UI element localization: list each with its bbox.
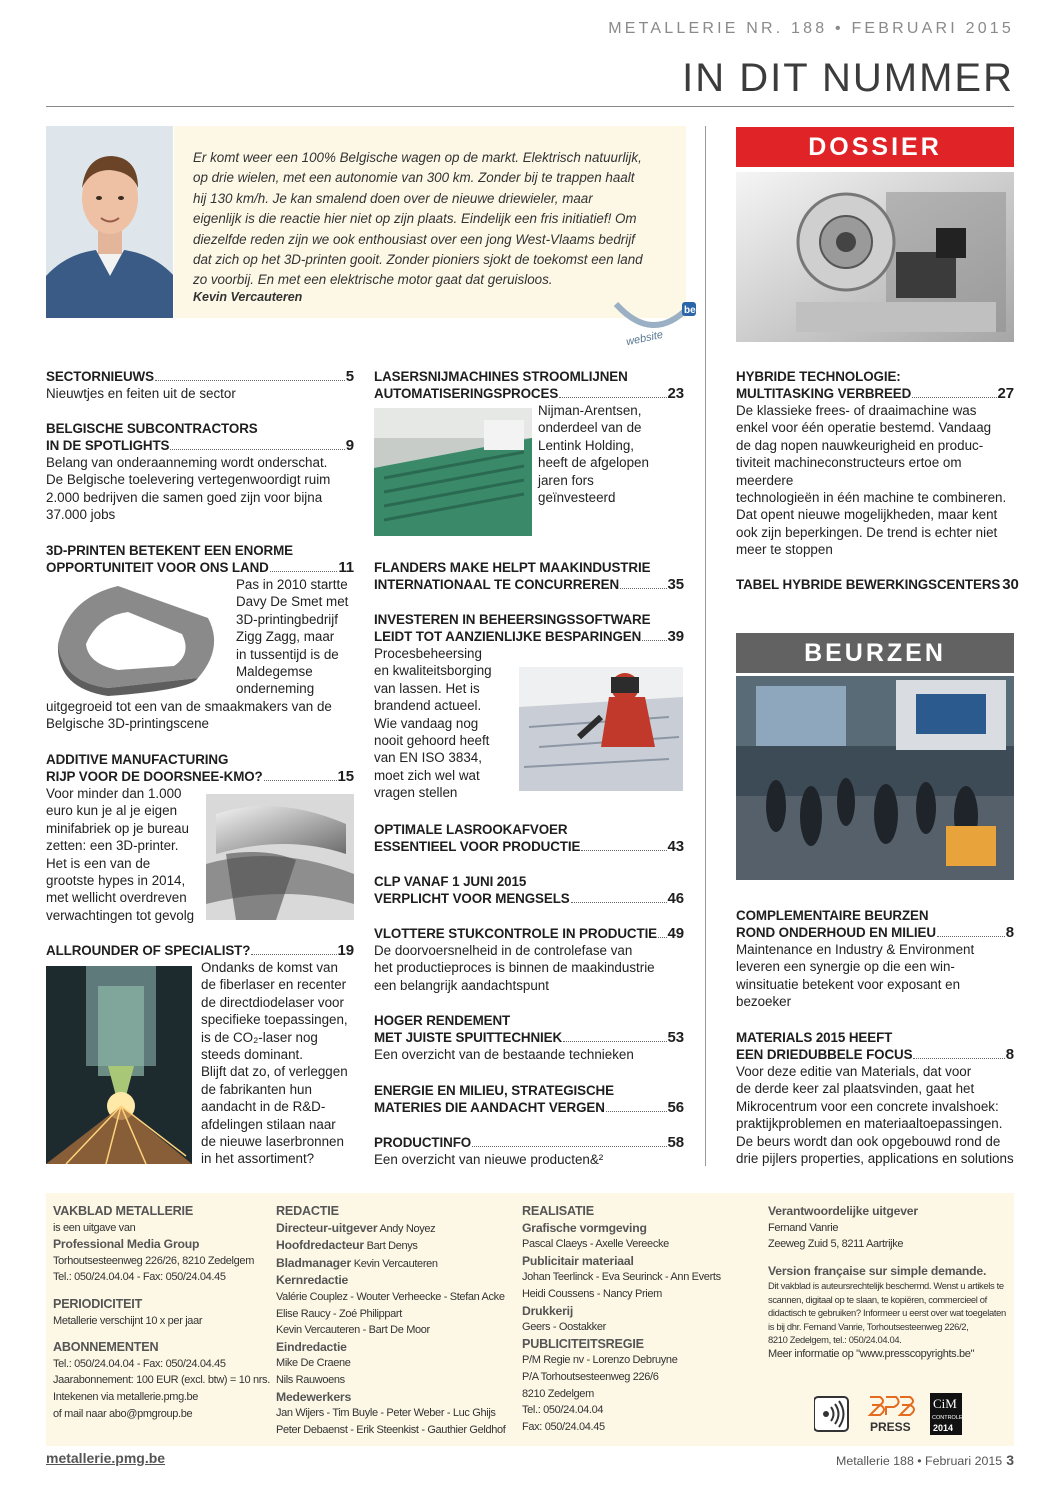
colofon-redactie xyxy=(276,1203,516,1438)
colofon-line: Kevin Vercauteren - Bart De Moor xyxy=(276,1324,430,1337)
colofon-line: Elise Raucy - Zoé Philippart xyxy=(276,1307,402,1320)
toc-entry-subcontractors[interactable]: BELGISCHE SUBCONTRACTORS IN DE SPOTLIGHTS 9 Belang van onderaanneming wordt onderschat. De Belgische toelevering vertegenwoordigt ruim 2.000 bedrijven die samen goed zijn voor bijna 37.000 jobs xyxy=(46,421,354,523)
colofon-uitgever xyxy=(768,1203,1008,1363)
website-link[interactable]: metallerie.pmg.be xyxy=(46,1450,166,1466)
colofon-line: Drukkerij xyxy=(522,1303,574,1318)
page-number: 46 xyxy=(667,890,684,907)
colofon-line: 8210 Zedelgem xyxy=(522,1387,594,1400)
toc-entry-complementaire-beurzen[interactable]: COMPLEMENTAIRE BEURZEN ROND ONDERHOUD EN MILIEU 8 Maintenance en Industry & Environment leveren een synergie op die een win- winsituatie betekent voor exposant en bezoeker xyxy=(736,908,1014,1010)
title-rule xyxy=(46,106,1014,107)
toc-entry-productinfo[interactable]: PRODUCTINFO 58 Een overzicht van nieuwe producten&² xyxy=(374,1134,684,1167)
colofon-line: Dit vakblad is auteursrechtelijk beschermd. Wenst u artikels te xyxy=(768,1280,1004,1292)
colofon-line: Verantwoordelijke uitgever xyxy=(768,1204,918,1218)
colofon-line: Peter Debaenst - Erik Steenkist - Gauthier Geldhof xyxy=(276,1423,506,1436)
colofon-line: ABONNEMENTEN xyxy=(53,1340,159,1355)
colofon-line: Tel.: 050/24.04.04 xyxy=(522,1404,604,1417)
colofon-line: Publicitair materiaal xyxy=(522,1253,634,1268)
colofon-line: Hoofdredacteur Bart Denys xyxy=(276,1238,418,1253)
page-number: 49 xyxy=(667,925,684,942)
website-badge-tag: be xyxy=(684,305,696,316)
colofon-line: Valérie Couplez - Wouter Verheecke - Stefan Acke xyxy=(276,1290,505,1303)
welding-image xyxy=(519,667,683,791)
page-number: 5 xyxy=(345,368,354,385)
colofon-line xyxy=(53,1286,273,1296)
editor-name: Kevin Vercauteren xyxy=(193,290,303,304)
page-title: IN DIT NUMMER xyxy=(682,56,1014,100)
toc-entry-clp[interactable]: CLP VANAF 1 JUNI 2015 VERPLICHT VOOR MENGSELS 46 xyxy=(374,874,684,907)
toc-entry-materials-2015[interactable]: MATERIALS 2015 HEEFT EEN DRIEDUBBELE FOCUS 8 Voor deze editie van Materials, dat voor de derde keer zal plaatsvinden, gaat het Mikrocentrum voor een concrete invalshoek: praktijkproblemen en materiaaltoepassingen. De beurs wordt dan ook opgebouwd rond de drie pijlers properties, applications en solutions xyxy=(736,1030,1014,1167)
toc-entry-additive-manufacturing[interactable]: ADDITIVE MANUFACTURING RIJP VOOR DE DOORSNEE-KMO? 15 Voor minder dan 1.000 euro kun je al je eigen minifabriek op je bureau zetten: een 3D-printer. Het is een van de grootste hypes in 2014, met wellicht overdreven verwachtingen tot gevolg xyxy=(46,752,354,923)
colofon-line: Kernredactie xyxy=(276,1273,349,1288)
website-badge-label: website xyxy=(625,328,665,346)
colofon-line: REDACTIE xyxy=(276,1204,339,1218)
colofon-line: Metallerie verschijnt 10 x per jaar xyxy=(53,1314,203,1327)
page-number: 53 xyxy=(667,1029,684,1046)
dossier-photo xyxy=(736,172,1014,342)
3d-print-part-image xyxy=(48,578,224,698)
column-divider xyxy=(705,126,706,1166)
svg-text:CiM: CiM xyxy=(933,1396,957,1411)
page-number: 43 xyxy=(667,838,684,855)
colofon-line: Jan Wijers - Tim Buyle - Peter Weber - Luc Ghijs xyxy=(276,1407,496,1420)
page-number: 9 xyxy=(345,437,354,454)
cim-logo xyxy=(930,1393,963,1435)
toc-entry-energie-milieu[interactable]: ENERGIE EN MILIEU, STRATEGISCHE MATERIES DIE AANDACHT VERGEN 56 xyxy=(374,1083,684,1116)
colofon-line: Professional Media Group xyxy=(53,1237,200,1252)
colofon-line: P/A Torhoutsesteenweg 226/6 xyxy=(522,1370,659,1383)
toc-entry-tabel-hybride[interactable]: TABEL HYBRIDE BEWERKINGSCENTERS 30 xyxy=(736,576,1019,593)
page-number: 27 xyxy=(997,385,1014,402)
colofon-line: Directeur-uitgever Andy Noyez xyxy=(276,1220,436,1235)
colofon-line: is een uitgave van xyxy=(53,1221,136,1234)
colofon-line: P/M Regie nv - Lorenzo Debruyne xyxy=(522,1354,678,1367)
editorial-text: Er komt weer een 100% Belgische wagen op de markt. Elektrisch natuurlijk, op drie wielen, met een autonomie van 300 km. Zonder bij te trappen haalt hij 130 km/h. Je kan smalend doen over de nieuwe driewieler, maar eigenlijk is die reactie hier niet op zijn plaats. Eindelijk een fris initiatief! Om diezelfde reden zijn we ook enthousiast over een jong West-Vlaams bedrijf dat zich op het 3D-printen gooit. Zonder pioniers sjokt de toekomst een land zo voorbij. En met een elektrische motor gaat dat geruisloos. xyxy=(193,150,643,288)
colofon-line: didactisch te gebruiken? Informeer u eerst over wat toegelaten xyxy=(768,1307,1006,1319)
page-number: 39 xyxy=(667,628,684,645)
colofon-publisher xyxy=(53,1203,273,1422)
footer-logos xyxy=(814,1393,964,1442)
colofon-line: PERIODICITEIT xyxy=(53,1296,143,1311)
colofon-line: is bij dhr. Fernand Vanrie, Torhoutsesteenweg 226/2, xyxy=(768,1320,969,1332)
toc-entry-3d-printen[interactable]: 3D-PRINTEN BETEKENT EEN ENORME OPPORTUNITEIT VOOR ONS LAND 11 Pas in 2010 startte Davy De Smet met 3D-printingbedrijf Zigg Zagg, maar in tussentijd is de Maldegemse onderneming uitgegroeid tot een van de smaakmakers van de Belgische 3D-printingscene xyxy=(46,543,354,732)
beurzen-photo xyxy=(736,676,1014,880)
editorial-box xyxy=(46,126,686,318)
colofon-line: VAKBLAD METALLERIE xyxy=(53,1204,194,1218)
colofon-line: Heidi Coussens - Nancy Priem xyxy=(522,1287,662,1300)
bpb-press-logo xyxy=(870,1397,914,1434)
toc-entry-spuittechniek[interactable]: HOGER RENDEMENT MET JUISTE SPUITTECHNIEK 53 Een overzicht van de bestaande technieken xyxy=(374,1013,684,1062)
toc-entry-sectornieuws[interactable]: SECTORNIEUWS 5 Nieuwtjes en feiten uit de sector xyxy=(46,368,354,401)
colofon-line: Eindredactie xyxy=(276,1339,347,1354)
colofon-line xyxy=(53,1329,273,1339)
page-number: 19 xyxy=(337,942,354,959)
colofon-line: REALISATIE xyxy=(522,1204,594,1218)
colofon-line: Grafische vormgeving xyxy=(522,1220,647,1235)
page-number: 11 xyxy=(338,559,354,576)
colofon-line: scannen, digitaal op te slaan, te kopiëren, commercieel of xyxy=(768,1293,987,1305)
website-badge[interactable] xyxy=(612,300,696,346)
editor-photo xyxy=(46,126,174,318)
colofon-line: Fax: 050/24.04.45 xyxy=(522,1420,605,1433)
page-number: 8 xyxy=(1005,1046,1014,1063)
colofon-line: Tel.: 050/24.04.04 - Fax: 050/24.04.45 xyxy=(53,1271,226,1284)
colofon-line: Geers - Oostakker xyxy=(522,1321,606,1334)
svg-text:2014: 2014 xyxy=(933,1423,954,1433)
toc-entry-flanders-make[interactable]: FLANDERS MAKE HELPT MAAKINDUSTRIE INTERNATIONAAL TE CONCURREREN 35 xyxy=(374,560,684,593)
colofon-line: 8210 Zedelgem, tel.: 050/24.04.04. xyxy=(768,1334,902,1345)
colofon-realisatie xyxy=(522,1203,762,1435)
turbine-blade-image xyxy=(206,794,354,920)
toc-entry-hybride-technologie[interactable]: HYBRIDE TECHNOLOGIE: MULTITASKING VERBREED 27 De klassieke frees- of draaimachine was enkel voor één operatie bestemd. Vandaag de dag nopen nauwkeurigheid en produc- tiviteit machineconstructeurs ertoe om meerdere technologieën in één machine te combineren. Dat opent nieuwe mogelijkheden, maar kent ook zijn beperkingen. De trend is echter niet meer te stoppen xyxy=(736,369,1014,558)
colofon-line: Meer informatie op "www.presscopyrights.be" xyxy=(768,1348,975,1361)
page-number: 58 xyxy=(667,1134,684,1151)
svg-text:CONTROLE: CONTROLE xyxy=(932,1415,963,1421)
colofon-line: Pascal Claeys - Axelle Vereecke xyxy=(522,1238,669,1251)
toc-entry-lasrookafvoer[interactable]: OPTIMALE LASROOKAFVOER ESSENTIEEL VOOR PRODUCTIE 43 xyxy=(374,822,684,855)
svg-text:PRESS: PRESS xyxy=(870,1420,911,1434)
page-number-folio: 3 xyxy=(1006,1452,1014,1468)
toc-entry-lasersnijmachines[interactable]: LASERSNIJMACHINES STROOMLIJNEN AUTOMATISERINGSPROCES 23 Nijman-Arentsen, onderdeel van de Lentink Holding, heeft de afgelopen jaren fors geïnvesteerd xyxy=(374,369,684,506)
laser-cutting-image xyxy=(46,966,192,1164)
colofon-line: PUBLICITEITSREGIE xyxy=(522,1336,644,1351)
colofon-line: Zeeweg Zuid 5, 8211 Aartrijke xyxy=(768,1238,904,1251)
colofon-line: Intekenen via metallerie.pmg.be xyxy=(53,1390,199,1403)
page-number: 8 xyxy=(1005,924,1014,941)
toc-entry-beheersingssoftware[interactable]: INVESTEREN IN BEHEERSINGSSOFTWARE LEIDT TOT AANZIENLIJKE BESPARINGEN 39 Procesbeheersing en kwaliteitsborging van lassen. Het is brandend actueel. Wie vandaag nog nooit gehoord heeft van EN ISO 3834, moet zich wel wat vragen stellen xyxy=(374,612,684,801)
toc-entry-stukcontrole[interactable]: VLOTTERE STUKCONTROLE IN PRODUCTIE 49 De doorvoersnelheid in de controlefase van het productieproces is binnen de maakindustrie een belangrijk aandachtspunt xyxy=(374,925,684,993)
colofon-line: Tel.: 050/24.04.04 - Fax: 050/24.04.45 xyxy=(53,1357,226,1370)
colofon-line: Torhoutsesteenweg 226/26, 8210 Zedelgem xyxy=(53,1254,255,1267)
toc-entry-allrounder[interactable]: ALLROUNDER OF SPECIALIST? 19 Ondanks de komst van de fiberlaser en recenter de directdiodelaser voor specifieke toepassingen, is de CO₂-laser nog steeds dominant. Blijft dat zo, of verleggen de fabrikanten hun aandacht in de R&D- afdelingen stilaan naar de nieuwe laserbronnen in het assortiment? xyxy=(46,942,354,1167)
colofon-line xyxy=(768,1253,1008,1263)
page-number: 30 xyxy=(1002,576,1019,593)
beurzen-header: BEURZEN xyxy=(736,633,1014,673)
page-number: 15 xyxy=(337,768,354,785)
page-number: 56 xyxy=(667,1099,684,1116)
page-number: 23 xyxy=(667,385,684,402)
colofon-line: Jaarabonnement: 100 EUR (excl. btw) = 10 nrs. xyxy=(53,1374,270,1387)
colofon-line: Nils Rauwoens xyxy=(276,1373,345,1386)
colofon-line: Fernand Vanrie xyxy=(768,1221,839,1234)
colofon-line: Johan Teerlinck - Eva Seurinck - Ann Everts xyxy=(522,1271,721,1284)
colofon-line: of mail naar abo@pmgroup.be xyxy=(53,1407,193,1420)
colofon-line: Bladmanager Kevin Vercauteren xyxy=(276,1255,438,1270)
colofon-line: Version française sur simple demande. xyxy=(768,1263,987,1278)
colofon-line: Medewerkers xyxy=(276,1389,352,1404)
folio: Metallerie 188 • Februari 2015 3 xyxy=(836,1452,1014,1468)
colofon-line: Mike De Craene xyxy=(276,1357,351,1370)
page-number: 35 xyxy=(667,576,684,593)
presscopyrights-logo xyxy=(814,1397,848,1431)
factory-image xyxy=(374,408,532,536)
dossier-header: DOSSIER xyxy=(736,127,1014,167)
masthead: METALLERIE NR. 188 • FEBRUARI 2015 xyxy=(608,20,1014,37)
